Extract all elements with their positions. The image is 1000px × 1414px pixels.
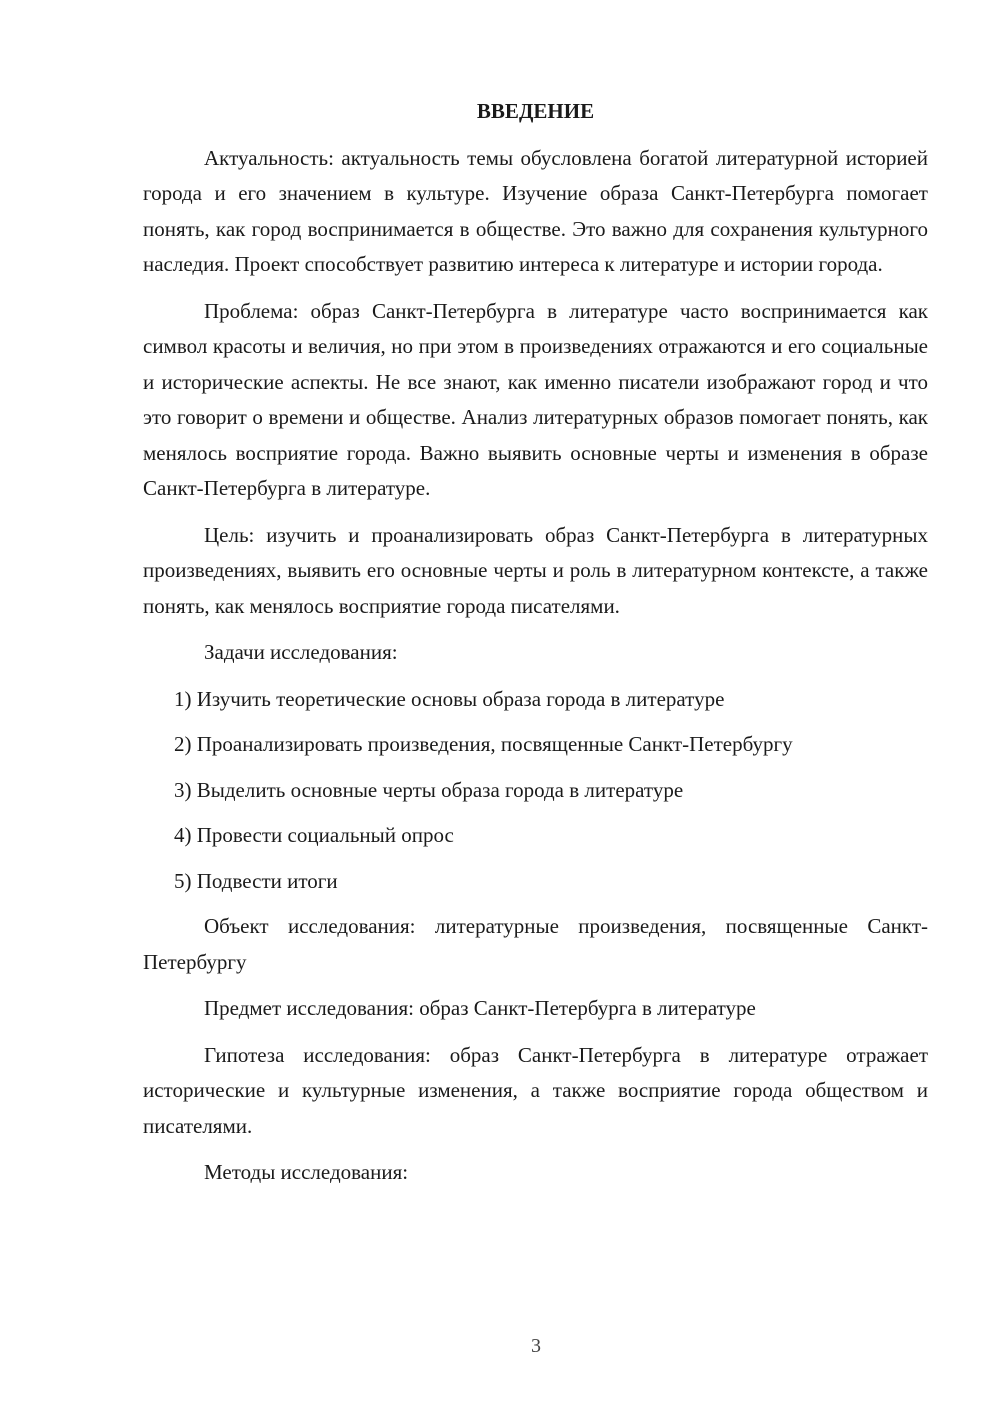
problem-paragraph: Проблема: образ Санкт-Петербурга в литературе часто воспринимается как символ красоты и величия, но при этом в произведениях отражаются и его социальные и исторические аспекты. Не все знают, как именно писатели изображают город и что это говорит о времени и обществе. Анализ литературных образов помогает понять, как менялось восприятие города. Важно выявить основные черты и изменения в образе Санкт-Петербурга в литературе. (143, 298, 928, 500)
task-item: 2) Проанализировать произведения, посвященные Санкт-Петербургу (174, 732, 793, 756)
page-number: 3 (531, 1335, 541, 1357)
document-page (143, 94, 928, 1202)
methods-title: Методы исследования: (204, 1160, 409, 1184)
task-item: 5) Подвести итоги (174, 868, 338, 893)
task-item: 1) Изучить теоретические основы образа города в литературе (174, 686, 725, 711)
hypothesis-paragraph: Гипотеза исследования: образ Санкт-Петербурга в литературе отражает исторические и культурные изменения, а также восприятие города обществом и писателями. (143, 1042, 928, 1138)
subject-paragraph: Предмет исследования: образ Санкт-Петербурга в литературе (204, 996, 756, 1020)
object-paragraph: Объект исследования: литературные произведения, посвященные Санкт-Петербургу (143, 914, 928, 974)
task-item: 4) Провести социальный опрос (174, 823, 454, 847)
tasks-title: Задачи исследования: (204, 640, 398, 664)
task-item: 3) Выделить основные черты образа города в литературе (174, 777, 684, 802)
goal-paragraph: Цель: изучить и проанализировать образ Санкт-Петербурга в литературных произведениях, выявить его основные черты и роль в литературном контексте, а также понять, как менялось восприятие города писателями. (143, 522, 928, 618)
task-list (143, 682, 928, 900)
section-heading: ВВЕДЕНИЕ (476, 99, 595, 123)
relevance-paragraph: Актуальность: актуальность темы обусловлена богатой литературной историей города и его значением в культуре. Изучение образа Санкт-Петербурга помогает понять, как город воспринимается в обществе. Это важно для сохранения культурного наследия. Проект способствует развитию интереса к литературе и истории города. (143, 145, 928, 276)
